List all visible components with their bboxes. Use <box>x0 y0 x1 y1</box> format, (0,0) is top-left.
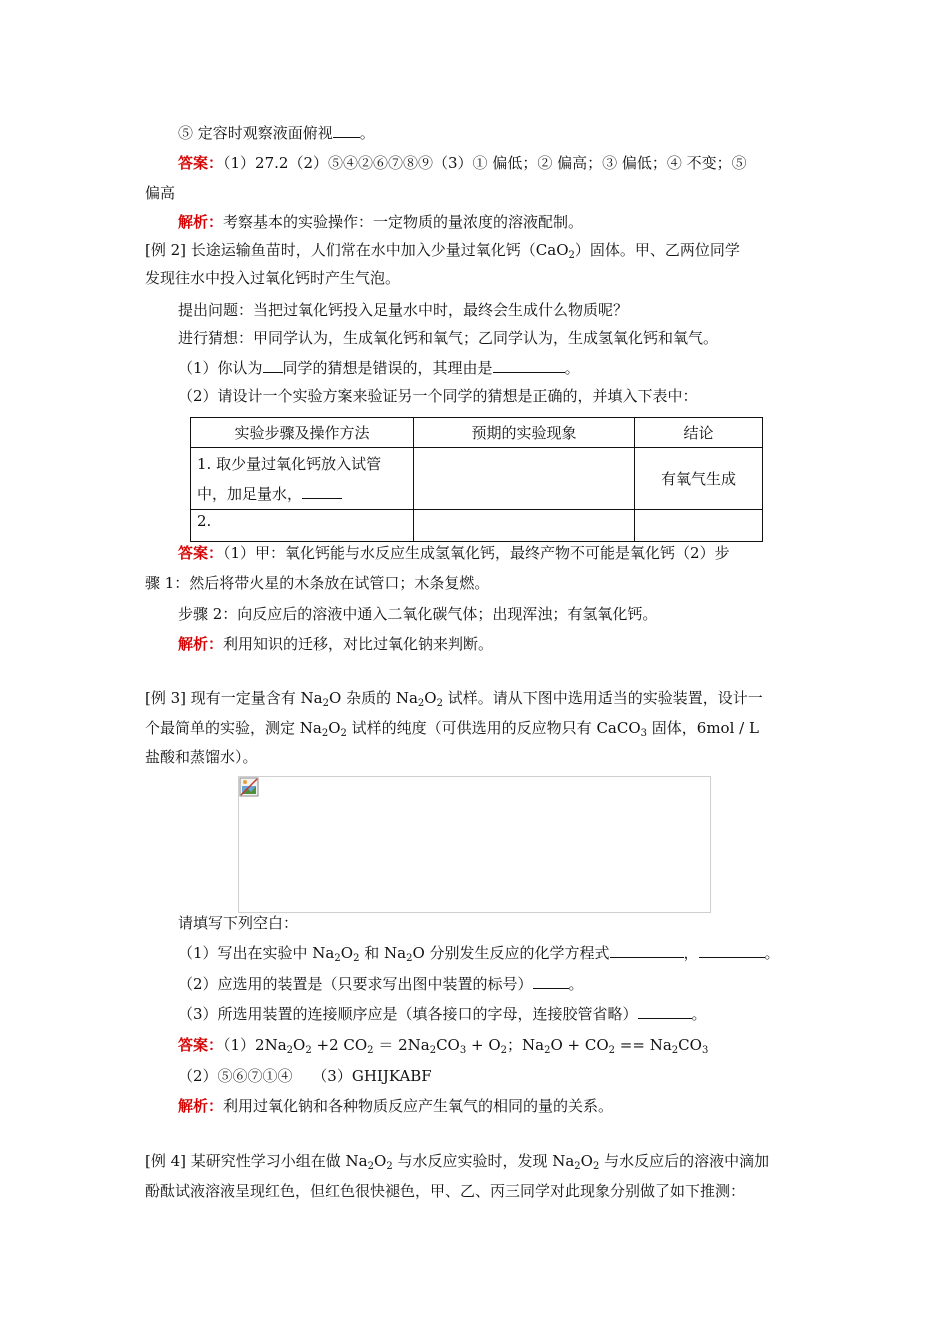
example-4-line-1: [例 4] 某研究性学习小组在做 $Na_2O_2$ 与水反应实验时，发现 $Na_2O_2$ 与水反应后的溶液中滴加 <box>145 1152 770 1172</box>
example-3-question-1: （1）写出在实验中 $Na_2O_2$ 和 $Na_2O$ 分别发生反应的化学方程式 ， 。 <box>178 944 780 964</box>
example-2-line-2: 发现往水中投入过氧化钙时产生气泡。 <box>145 269 401 287</box>
example-3-question-3: （3）所选用装置的连接顺序应是（填各接口的字母，连接胶管省略） 。 <box>178 1005 707 1023</box>
example-2-sub-1: （1）你认为 同学的猜想是错误的，其理由是 。 <box>178 359 580 377</box>
answer-3-line-2: （2）⑤⑥⑦①④ （3）GHIJKABF <box>178 1067 432 1085</box>
answer-1-line: 答案：（1）27.2（2）⑤④②⑥⑦⑧⑨（3）① 偏低；② 偏高；③ 偏低；④ 不变；⑤ <box>178 154 747 172</box>
analysis-2-line: 解析：利用知识的迁移，对比过氧化钠来判断。 <box>178 635 494 653</box>
example-3-question-2: （2）应选用的装置是（只要求写出图中装置的标号） 。 <box>178 975 584 993</box>
answer-2-line-3: 步骤 2：向反应后的溶液中通入二氧化碳气体；出现浑浊；有氢氧化钙。 <box>178 605 658 623</box>
example-2-line-1: [例 2] 长途运输鱼苗时，人们常在水中加入少量过氧化钙（CaO$_2$）固体。甲、乙两位同学 <box>145 241 740 261</box>
answer-blank <box>638 1003 692 1019</box>
example-3-line-1: [例 3] 现有一定量含有 $Na_2O$ 杂质的 $Na_2O_2$ 试样。请从下图中选用适当的实验装置，设计一 <box>145 689 763 709</box>
example-3-line-2: 个最简单的实验，测定 $Na_2O_2$ 试样的纯度（可供选用的反应物只有 CaCO$_3$ 固体，6mol / L <box>145 719 759 739</box>
answer-blank <box>610 942 684 958</box>
answer-2-line-2: 骤 1：然后将带火星的木条放在试管口；木条复燃。 <box>145 574 490 592</box>
answer-blank <box>699 942 765 958</box>
answer-blank <box>493 357 565 373</box>
table-cell-step-2: 2. <box>191 510 414 542</box>
answer-blank <box>263 357 283 373</box>
example-3-line-3: 盐酸和蒸馏水）。 <box>145 748 258 766</box>
answer-label: 答案： <box>178 154 224 172</box>
apparatus-image-placeholder <box>238 776 711 913</box>
table-header-steps: 实验步骤及操作方法 <box>191 418 414 448</box>
answer-label: 答案： <box>178 1036 224 1054</box>
analysis-label: 解析： <box>178 213 224 231</box>
analysis-3-line: 解析：利用过氧化钠和各种物质反应产生氧气的相同的量的关系。 <box>178 1097 614 1115</box>
answer-blank <box>333 122 360 138</box>
answer-3-line-1: 答案：$(1)2Na_2O_2 +2$ $CO_2 = 2Na_2CO_3 + O_2$；$Na_2O + CO_2 == Na_2CO_3$ <box>178 1036 709 1056</box>
example-2-hypothesis: 进行猜想：甲同学认为，生成氧化钙和氧气；乙同学认为，生成氢氧化钙和氧气。 <box>178 329 719 347</box>
answer-1-continuation: 偏高 <box>145 184 176 202</box>
table-cell-step-1: 1. 取少量过氧化钙放入试管 中，加足量水， <box>191 448 414 510</box>
table-header-phenomenon: 预期的实验现象 <box>414 418 635 448</box>
table-cell-phenomenon-2 <box>414 510 635 542</box>
example-2-sub-2: （2）请设计一个实验方案来验证另一个同学的猜想是正确的，并填入下表中： <box>178 387 698 405</box>
table-cell-conclusion-2 <box>635 510 763 542</box>
answer-label: 答案： <box>178 544 224 562</box>
table-header-conclusion: 结论 <box>635 418 763 448</box>
answer-blank <box>302 483 342 499</box>
table-cell-conclusion-1: 有氧气生成 <box>635 448 763 510</box>
table-cell-phenomenon-1 <box>414 448 635 510</box>
broken-image-icon <box>239 777 259 797</box>
example-4-line-2: 酚酞试液溶液呈现红色，但红色很快褪色，甲、乙、丙三同学对此现象分别做了如下推测： <box>145 1182 746 1200</box>
answer-blank <box>533 973 569 989</box>
answer-2-line-1: 答案：（1）甲：氧化钙能与水反应生成氢氧化钙，最终产物不可能是氧化钙（2）步 <box>178 544 730 562</box>
question-5-line: ⑤ 定容时观察液面俯视 。 <box>178 124 375 142</box>
analysis-label: 解析： <box>178 635 224 653</box>
analysis-1-line: 解析：考察基本的实验操作：一定物质的量浓度的溶液配制。 <box>178 213 584 231</box>
analysis-label: 解析： <box>178 1097 224 1115</box>
experiment-table <box>190 417 763 542</box>
example-2-question: 提出问题：当把过氧化钙投入足量水中时，最终会生成什么物质呢？ <box>178 301 629 319</box>
fill-instruction: 请填写下列空白： <box>178 914 299 932</box>
